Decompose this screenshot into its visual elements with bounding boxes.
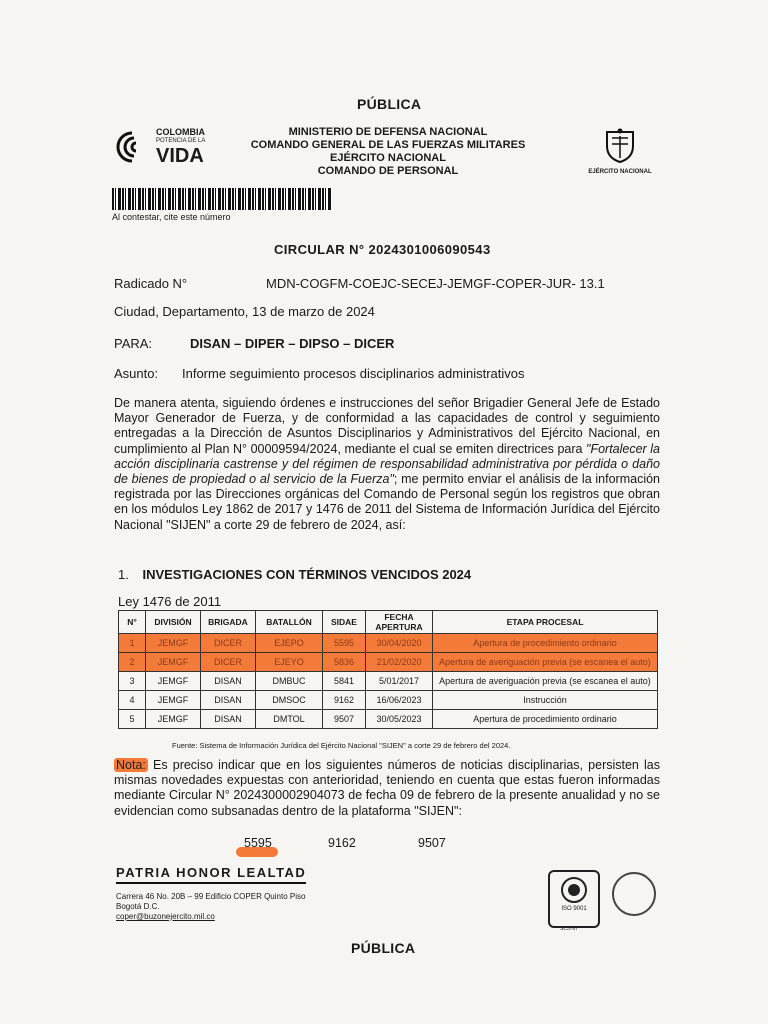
iso-cert-seal	[548, 870, 600, 928]
circular-number: CIRCULAR N° 2024301006090543	[274, 242, 491, 257]
note-text: Es preciso indicar que en los siguientes números de noticias disciplinarias, persisten las mismas novedades expuestas con anterioridad, teniendo en cuenta que estas fueron informadas mediante Circular N° 2024300002904073 de fecha 09 de febrero de la presente anualidad y no se evidencian como subsanadas dentro de la plataforma "SIJEN":	[114, 758, 660, 818]
table-cell: Instrucción	[433, 691, 658, 710]
barcode	[112, 188, 332, 210]
city-date: Ciudad, Departamento, 13 de marzo de 2024	[114, 304, 375, 319]
motto: PATRIA HONOR LEALTAD	[116, 865, 306, 884]
table-cell: JEMGF	[146, 691, 201, 710]
table-cell: 4	[119, 691, 146, 710]
body-paragraph	[114, 396, 660, 533]
table-cell: Apertura de averiguación previa (se escanea el auto)	[433, 672, 658, 691]
table-cell: 5/01/2017	[366, 672, 433, 691]
col-header-etapa: ETAPA PROCESAL	[433, 611, 658, 634]
table-cell: DMSOC	[256, 691, 323, 710]
table-cell: 21/02/2020	[366, 653, 433, 672]
section-heading	[118, 567, 471, 582]
table-source: Fuente: Sistema de Información Jurídica del Ejército Nacional "SIJEN" a corte 29 de febrero del 2024.	[172, 741, 511, 750]
para-label: PARA:	[114, 336, 153, 351]
note-paragraph	[114, 758, 660, 819]
table-cell: 2	[119, 653, 146, 672]
table-cell: EJEPO	[256, 634, 323, 653]
pending-number: 9507	[418, 836, 446, 850]
asunto-label: Asunto:	[114, 366, 159, 381]
table-cell: 5836	[323, 653, 366, 672]
ministry-header	[240, 126, 536, 178]
table-cell: EJEYO	[256, 653, 323, 672]
asunto-value: Informe seguimiento procesos disciplinarios administrativos	[182, 366, 525, 381]
table-cell: DICER	[201, 653, 256, 672]
pending-numbers	[244, 834, 446, 852]
ministry-line-1: MINISTERIO DE DEFENSA NACIONAL	[288, 126, 488, 138]
classification-bottom: PÚBLICA	[351, 940, 416, 956]
cert-label: ISO 9001	[561, 906, 587, 912]
barcode-caption: Al contestar, cite este número	[112, 212, 231, 222]
table-cell: 3	[119, 672, 146, 691]
table-cell: 5595	[323, 634, 366, 653]
cert-seal-icon	[560, 876, 588, 904]
table-cell: JEMGF	[146, 634, 201, 653]
body-text-1: De manera atenta, siguiendo órdenes e instrucciones del señor Brigadier General Jefe de Estado Mayor Generador de Fuerza, y de conformidad a las capacidades de control y seguimiento entregadas a la Dirección de Asuntos Disciplinarios y Administrativos del Ejército Nacional, en cumplimiento al Plan N° 00009594/2024, mediante el cual se emiten directrices para	[114, 396, 660, 456]
table-cell: Apertura de procedimiento ordinario	[433, 634, 658, 653]
table-cell: DISAN	[201, 672, 256, 691]
radicado-label: Radicado N°	[114, 276, 188, 291]
table-cell: 9507	[323, 710, 366, 729]
colombia-logo	[112, 128, 205, 166]
table-row	[119, 634, 658, 653]
table-row	[119, 653, 658, 672]
address-line: Carrera 46 No. 20B – 99 Edificio COPER Quinto Piso	[116, 892, 306, 901]
email-link[interactable]: coper@buzonejercito.mil.co	[116, 912, 215, 921]
body-text-italic: "Fortalecer la acción disciplinaria castrense y del régimen de responsabilidad administrativa por pérdida o daño de bienes de propiedad o al servicio de la Fuerza"	[114, 441, 660, 487]
col-header-no: N°	[119, 611, 146, 634]
table-cell: DISAN	[201, 710, 256, 729]
col-header-brigada: BRIGADA	[201, 611, 256, 634]
table-cell: 16/06/2023	[366, 691, 433, 710]
cert-code: SC3767	[560, 926, 579, 932]
ministry-line-3: EJÉRCITO NACIONAL	[330, 152, 446, 164]
body-text-2: ; me permito enviar el análisis de la información registrada por las Direcciones orgánicas del Comando de Personal según los registros que obran en los módulos Ley 1862 de 2017 y 1476 de 2011 del Sistema de Información Jurídica del Ejército Nacional "SIJEN" a corte 29 de febrero de 2024, así:	[114, 472, 660, 532]
table-cell: 30/05/2023	[366, 710, 433, 729]
note-tag: Nota:	[116, 758, 146, 772]
secondary-cert-seal	[612, 872, 656, 916]
address-block	[116, 892, 305, 922]
pending-number: 9162	[328, 836, 356, 850]
section-title: INVESTIGACIONES CON TÉRMINOS VENCIDOS 2024	[142, 567, 472, 582]
table-row	[119, 691, 658, 710]
table-cell: Apertura de procedimiento ordinario	[433, 710, 658, 729]
table-cell: DMBUC	[256, 672, 323, 691]
col-header-sidae: SIDAE	[323, 611, 366, 634]
table-cell: DICER	[201, 634, 256, 653]
table-row	[119, 710, 658, 729]
table-cell: 5	[119, 710, 146, 729]
col-header-batallon: BATALLÓN	[256, 611, 323, 634]
classification-top: PÚBLICA	[357, 96, 422, 112]
logo-line-2: POTENCIA DE LA	[156, 138, 206, 144]
logo-line-1: COLOMBIA	[156, 127, 205, 137]
table-header-row	[119, 611, 658, 634]
table-row	[119, 672, 658, 691]
address-line: Bogotá D.C.	[116, 902, 160, 911]
section-number: 1.	[118, 567, 129, 582]
table-cell: JEMGF	[146, 672, 201, 691]
crest-label: EJÉRCITO NACIONAL	[588, 169, 652, 175]
table-cell: DMTOL	[256, 710, 323, 729]
table-cell: DISAN	[201, 691, 256, 710]
table-cell: 9162	[323, 691, 366, 710]
col-header-fecha: FECHA APERTURA	[366, 611, 433, 634]
col-header-division: DIVISIÓN	[146, 611, 201, 634]
table-cell: 30/04/2020	[366, 634, 433, 653]
investigations-table	[118, 610, 658, 729]
ministry-line-2: COMANDO GENERAL DE LAS FUERZAS MILITARES	[250, 139, 526, 151]
logo-line-3: VIDA	[156, 145, 204, 167]
army-crest	[578, 128, 662, 175]
army-shield-icon	[603, 128, 637, 164]
table-cell: 5841	[323, 672, 366, 691]
table-cell: JEMGF	[146, 653, 201, 672]
radicado-value: MDN-COGFM-COEJC-SECEJ-JEMGF-COPER-JUR- 13.1	[266, 276, 605, 291]
table-cell: JEMGF	[146, 710, 201, 729]
pending-number: 5595	[244, 836, 272, 850]
ministry-line-4: COMANDO DE PERSONAL	[317, 165, 459, 177]
table-cell: 1	[119, 634, 146, 653]
law-label: Ley 1476 de 2011	[118, 594, 222, 609]
para-value: DISAN – DIPER – DIPSO – DICER	[190, 336, 395, 351]
table-cell: Apertura de averiguación previa (se escanea el auto)	[433, 653, 658, 672]
colombia-emblem-icon	[112, 130, 150, 164]
